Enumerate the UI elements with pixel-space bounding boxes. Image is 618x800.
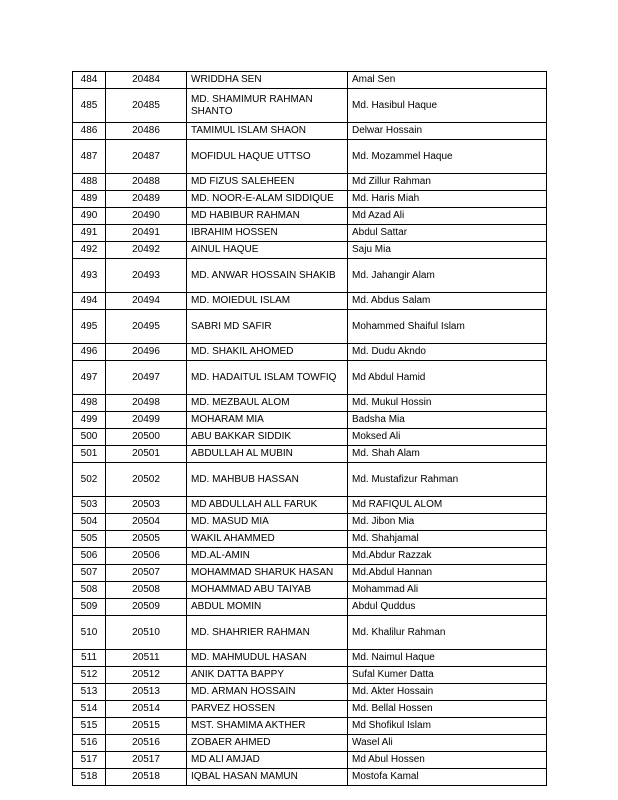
serial-number-cell: 508 [73,582,106,599]
student-name-cell: ABDULLAH AL MUBIN [187,446,348,463]
table-row [73,667,547,684]
roll-number-cell: 20488 [106,174,187,191]
roll-number-cell: 20491 [106,225,187,242]
student-name-cell: IQBAL HASAN MAMUN [187,769,348,786]
roll-number-cell: 20492 [106,242,187,259]
serial-number-cell: 484 [73,72,106,89]
serial-number-cell: 514 [73,701,106,718]
table-row [73,191,547,208]
father-name-cell: Md Shofikul Islam [348,718,547,735]
roll-number-cell: 20496 [106,344,187,361]
table-row [73,361,547,395]
roll-number-cell: 20499 [106,412,187,429]
father-name-cell: Md. Hasibul Haque [348,89,547,123]
serial-number-cell: 495 [73,310,106,344]
father-name-cell: Amal Sen [348,72,547,89]
serial-number-cell: 498 [73,395,106,412]
table-row [73,769,547,786]
roll-number-cell: 20484 [106,72,187,89]
table-row [73,72,547,89]
table-row [73,344,547,361]
table-row [73,89,547,123]
table-row [73,548,547,565]
serial-number-cell: 491 [73,225,106,242]
student-name-cell: MD. MEZBAUL ALOM [187,395,348,412]
student-name-cell: WAKIL AHAMMED [187,531,348,548]
table-row [73,174,547,191]
table-row [73,463,547,497]
table-row [73,684,547,701]
father-name-cell: Md Azad Ali [348,208,547,225]
father-name-cell: Mohammed Shaiful Islam [348,310,547,344]
serial-number-cell: 492 [73,242,106,259]
serial-number-cell: 489 [73,191,106,208]
roll-number-cell: 20508 [106,582,187,599]
table-row [73,123,547,140]
table-row [73,752,547,769]
father-name-cell: Md.Abdul Hannan [348,565,547,582]
table-row [73,616,547,650]
student-name-cell: MD. MAHMUDUL HASAN [187,650,348,667]
serial-number-cell: 511 [73,650,106,667]
father-name-cell: Md. Jahangir Alam [348,259,547,293]
father-name-cell: Md. Mozammel Haque [348,140,547,174]
student-name-cell: MD. MAHBUB HASSAN [187,463,348,497]
roll-number-cell: 20494 [106,293,187,310]
student-name-cell: MD. SHAMIMUR RAHMAN SHANTO [187,89,348,123]
roll-number-cell: 20506 [106,548,187,565]
roll-number-cell: 20513 [106,684,187,701]
roll-number-cell: 20504 [106,514,187,531]
roll-number-cell: 20490 [106,208,187,225]
serial-number-cell: 499 [73,412,106,429]
student-name-cell: MD. ANWAR HOSSAIN SHAKIB [187,259,348,293]
roll-number-cell: 20497 [106,361,187,395]
father-name-cell: Delwar Hossain [348,123,547,140]
student-name-cell: WRIDDHA SEN [187,72,348,89]
student-name-cell: MD. ARMAN HOSSAIN [187,684,348,701]
table-row [73,497,547,514]
roster-table [72,71,547,786]
serial-number-cell: 494 [73,293,106,310]
father-name-cell: Md. Haris Miah [348,191,547,208]
student-name-cell: IBRAHIM HOSSEN [187,225,348,242]
student-name-cell: TAMIMUL ISLAM SHAON [187,123,348,140]
serial-number-cell: 503 [73,497,106,514]
table-row [73,395,547,412]
roll-number-cell: 20514 [106,701,187,718]
father-name-cell: Md RAFIQUL ALOM [348,497,547,514]
student-name-cell: MD. MASUD MIA [187,514,348,531]
student-name-cell: MOHARAM MIA [187,412,348,429]
table-row [73,446,547,463]
table-row [73,735,547,752]
father-name-cell: Md. Khalilur Rahman [348,616,547,650]
student-name-cell: MD. HADAITUL ISLAM TOWFIQ [187,361,348,395]
father-name-cell: Md Abdul Hamid [348,361,547,395]
student-name-cell: MD FIZUS SALEHEEN [187,174,348,191]
student-name-cell: PARVEZ HOSSEN [187,701,348,718]
student-name-cell: MOHAMMAD SHARUK HASAN [187,565,348,582]
serial-number-cell: 507 [73,565,106,582]
father-name-cell: Sufal Kumer Datta [348,667,547,684]
serial-number-cell: 518 [73,769,106,786]
serial-number-cell: 505 [73,531,106,548]
table-row [73,565,547,582]
serial-number-cell: 485 [73,89,106,123]
table-row [73,650,547,667]
student-name-cell: ANIK DATTA BAPPY [187,667,348,684]
father-name-cell: Moksed Ali [348,429,547,446]
father-name-cell: Md.Abdur Razzak [348,548,547,565]
father-name-cell: Md. Naimul Haque [348,650,547,667]
father-name-cell: Wasel Ali [348,735,547,752]
father-name-cell: Abdul Sattar [348,225,547,242]
student-name-cell: MOHAMMAD ABU TAIYAB [187,582,348,599]
father-name-cell: Badsha Mia [348,412,547,429]
roll-number-cell: 20517 [106,752,187,769]
father-name-cell: Saju Mia [348,242,547,259]
roll-number-cell: 20495 [106,310,187,344]
student-name-cell: MD ALI AMJAD [187,752,348,769]
roll-number-cell: 20515 [106,718,187,735]
serial-number-cell: 493 [73,259,106,293]
table-row [73,208,547,225]
serial-number-cell: 488 [73,174,106,191]
roll-number-cell: 20507 [106,565,187,582]
table-row [73,293,547,310]
roll-number-cell: 20487 [106,140,187,174]
roll-number-cell: 20518 [106,769,187,786]
roll-number-cell: 20489 [106,191,187,208]
roll-number-cell: 20502 [106,463,187,497]
serial-number-cell: 497 [73,361,106,395]
father-name-cell: Md Abul Hossen [348,752,547,769]
roll-number-cell: 20493 [106,259,187,293]
student-name-cell: MD. NOOR-E-ALAM SIDDIQUE [187,191,348,208]
serial-number-cell: 506 [73,548,106,565]
father-name-cell: Mohammad Ali [348,582,547,599]
father-name-cell: Md Zillur Rahman [348,174,547,191]
serial-number-cell: 496 [73,344,106,361]
serial-number-cell: 486 [73,123,106,140]
father-name-cell: Mostofa Kamal [348,769,547,786]
table-row [73,582,547,599]
father-name-cell: Md. Shah Alam [348,446,547,463]
roll-number-cell: 20512 [106,667,187,684]
table-row [73,531,547,548]
roll-number-cell: 20503 [106,497,187,514]
table-row [73,429,547,446]
father-name-cell: Md. Bellal Hossen [348,701,547,718]
roll-number-cell: 20516 [106,735,187,752]
table-row [73,412,547,429]
serial-number-cell: 487 [73,140,106,174]
serial-number-cell: 513 [73,684,106,701]
roll-number-cell: 20486 [106,123,187,140]
student-name-cell: MD HABIBUR RAHMAN [187,208,348,225]
serial-number-cell: 516 [73,735,106,752]
father-name-cell: Md. Shahjamal [348,531,547,548]
roll-number-cell: 20501 [106,446,187,463]
student-name-cell: MOFIDUL HAQUE UTTSO [187,140,348,174]
table-row [73,701,547,718]
roll-number-cell: 20505 [106,531,187,548]
roster-body [73,72,547,786]
serial-number-cell: 502 [73,463,106,497]
serial-number-cell: 512 [73,667,106,684]
table-row [73,225,547,242]
serial-number-cell: 517 [73,752,106,769]
serial-number-cell: 509 [73,599,106,616]
father-name-cell: Md. Mukul Hossin [348,395,547,412]
serial-number-cell: 504 [73,514,106,531]
father-name-cell: Md. Jibon Mia [348,514,547,531]
serial-number-cell: 501 [73,446,106,463]
serial-number-cell: 510 [73,616,106,650]
father-name-cell: Abdul Quddus [348,599,547,616]
student-name-cell: MD.AL-AMIN [187,548,348,565]
serial-number-cell: 500 [73,429,106,446]
student-name-cell: MST. SHAMIMA AKTHER [187,718,348,735]
father-name-cell: Md. Akter Hossain [348,684,547,701]
student-name-cell: ABDUL MOMIN [187,599,348,616]
roll-number-cell: 20485 [106,89,187,123]
student-name-cell: SABRI MD SAFIR [187,310,348,344]
serial-number-cell: 515 [73,718,106,735]
table-row [73,514,547,531]
student-name-cell: ABU BAKKAR SIDDIK [187,429,348,446]
table-row [73,140,547,174]
student-name-cell: MD. SHAKIL AHOMED [187,344,348,361]
table-row [73,599,547,616]
student-name-cell: MD ABDULLAH ALL FARUK [187,497,348,514]
table-row [73,310,547,344]
roll-number-cell: 20498 [106,395,187,412]
roll-number-cell: 20510 [106,616,187,650]
table-row [73,242,547,259]
student-name-cell: AINUL HAQUE [187,242,348,259]
serial-number-cell: 490 [73,208,106,225]
student-name-cell: MD. MOIEDUL ISLAM [187,293,348,310]
table-row [73,259,547,293]
father-name-cell: Md. Mustafizur Rahman [348,463,547,497]
student-name-cell: MD. SHAHRIER RAHMAN [187,616,348,650]
roll-number-cell: 20509 [106,599,187,616]
roll-number-cell: 20500 [106,429,187,446]
father-name-cell: Md. Abdus Salam [348,293,547,310]
table-row [73,718,547,735]
father-name-cell: Md. Dudu Akndo [348,344,547,361]
student-name-cell: ZOBAER AHMED [187,735,348,752]
roll-number-cell: 20511 [106,650,187,667]
